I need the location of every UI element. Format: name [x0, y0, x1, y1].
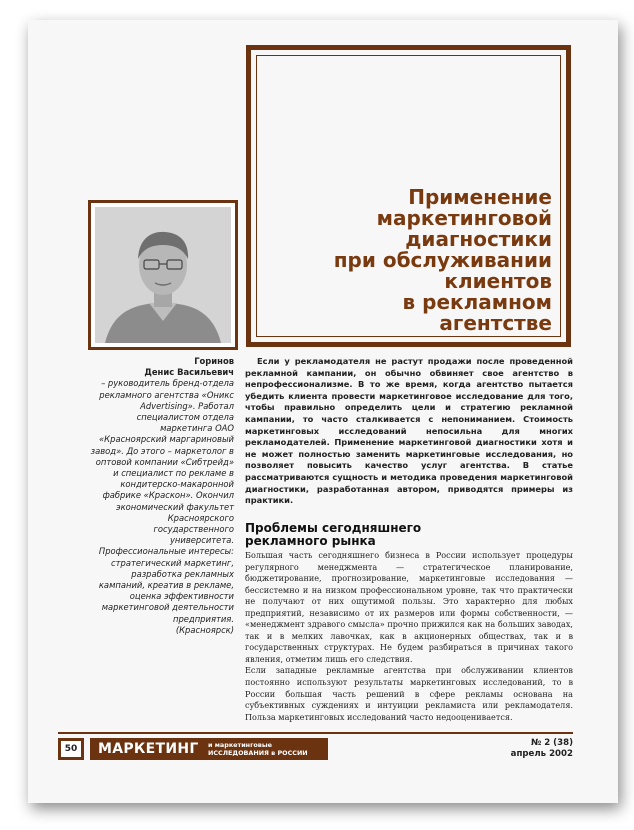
author-photo-frame [88, 200, 238, 350]
issue-info [468, 738, 573, 759]
title-line: маркетинговой [376, 206, 552, 230]
title-line: агентстве [439, 311, 552, 335]
title-line: клиентов [444, 269, 552, 293]
section-heading [245, 522, 545, 548]
masthead-subtitle-line: ИССЛЕДОВАНИЯ в РОССИИ [208, 749, 308, 757]
magazine-page [28, 20, 618, 803]
issue-number: № 2 (38) [530, 738, 573, 748]
masthead-title: МАРКЕТИНГ [98, 741, 199, 757]
footer-rule [58, 732, 573, 734]
body-paragraph: Большая часть сегодняшнего бизнеса в России использует процедуры регулярного менеджмента — стратегическое планирование, бюджетирование, прогнозирование, маркетинговые исследования — бессистемно и на низком профессиональном уровне, так что практически не получают от них ощутимой пользы. Это характерно для любых предприятий, независимо от их размеров или формы собственности, — «менеджмент здравого смысла» прочно прижился как на больших заводах, так и в мелких лавочках, как в акционерных обществах, так и в государственных структурах. Не будем разбираться в причинах такого явления, отметим лишь его следствия. [245, 550, 573, 664]
title-line: в рекламном [402, 290, 552, 314]
author-given-name: Денис Васильевич [144, 367, 234, 378]
title-line: при обслуживании [333, 248, 552, 272]
section-heading-line: Проблемы сегодняшнего [245, 521, 422, 535]
article-title [292, 187, 552, 334]
masthead-subtitle [208, 741, 308, 757]
issue-date: апрель 2002 [510, 748, 573, 759]
title-line: диагностики [405, 227, 552, 251]
author-portrait-image [95, 207, 231, 343]
page-number: 50 [61, 741, 81, 757]
author-city: (Красноярск) [175, 624, 234, 635]
article-lead: Если у рекламодателя не растут продажи после проведенной рекламной кампании, он обычно обвиняет свое агентство в непрофессионализме. В то же время, когда агентство пытается убедить клиента провести маркетинговое исследование для того, чтобы правильно определить цели и стратегию рекламной кампании, то часто сталкивается с непониманием. Стоимость маркетинговых исследований непосильна для многих рекламодателей. Применение маркетинговой диагностики хотя и не может полностью заменить маркетинговые исследования, но позволяет повысить качество услуг агентства. В статье рассматриваются сущность и методика проведения маркетинговой диагностики, разработанная автором, приводятся примеры из практики. [245, 356, 573, 506]
title-line: Применение [408, 185, 552, 209]
page-number-badge [58, 738, 84, 760]
article-body [245, 550, 573, 723]
magazine-masthead [90, 738, 328, 760]
section-heading-line: рекламного рынка [245, 534, 376, 548]
author-photo [95, 207, 231, 343]
body-paragraph: Если западные рекламные агентства при обслуживании клиентов постоянно используют результаты маркетинговых исследований, то в России большая часть решений в сфере рекламы основана на субъективных суждениях и интуиции рекламиста или рекламодателя. Польза маркетинговых исследований часто недооценивается. [245, 665, 573, 722]
author-surname: Горинов [194, 356, 234, 366]
author-info [90, 356, 234, 636]
title-frame [246, 45, 571, 347]
masthead-subtitle-line: и маркетинговые [208, 741, 272, 749]
author-bio: – руководитель бренд-отдела рекламного агентства «Оникс Advertising». Работал специалистом отдела маркетинга ОАО «Красноярский маргариновый завод». До этого – маркетолог в оптовой компании «Сибтрейд» и специалист по рекламе в кондитерско-макаронной фабрике «Краскон». Окончил экономический факультет Красноярского государственного университета. Профессиональные интересы: стратегический маркетинг, разработка рекламных кампаний, креатив в рекламе, оценка эффективности маркетинговой деятельности предприятия. [90, 378, 234, 624]
